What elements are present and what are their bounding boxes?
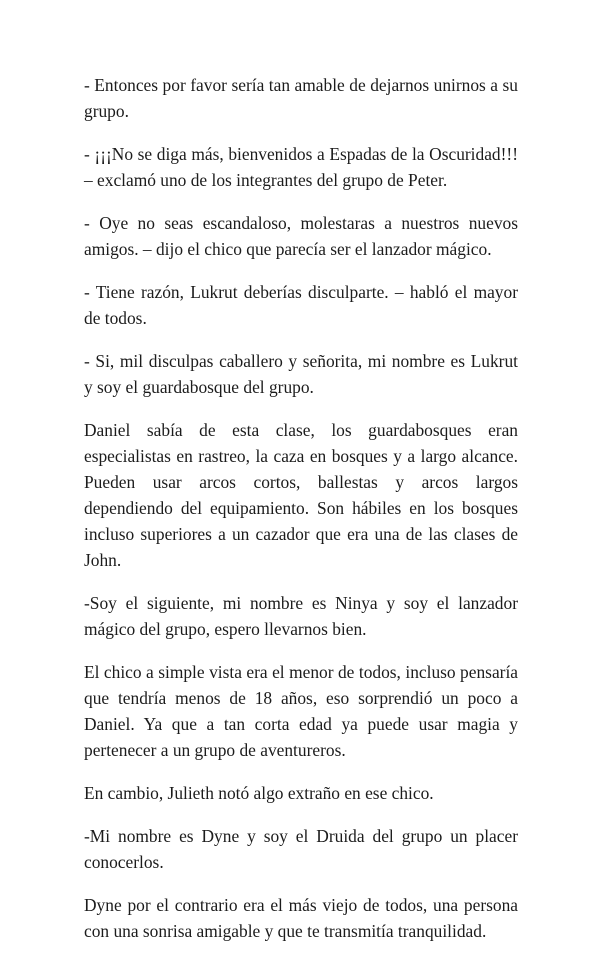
- paragraph: Dyne por el contrario era el más viejo de todos, una persona con una sonrisa amigable y que te transmitía tranquilidad.: [84, 895, 518, 941]
- paragraph: - ¡¡¡No se diga más, bienvenidos a Espadas de la Oscuridad!!! – exclamó uno de los integrantes del grupo de Peter.: [84, 144, 518, 190]
- paragraph: -Mi nombre es Dyne y soy el Druida del grupo un placer conocerlos.: [84, 826, 518, 872]
- paragraph: - Si, mil disculpas caballero y señorita, mi nombre es Lukrut y soy el guardabosque del grupo.: [84, 351, 518, 397]
- page-body: [84, 72, 518, 961]
- paragraph: El chico a simple vista era el menor de todos, incluso pensaría que tendría menos de 18 años, eso sorprendió un poco a Daniel. Ya que a tan corta edad ya puede usar magia y pertenecer a un grupo de aventureros.: [84, 662, 518, 760]
- paragraph: - Entonces por favor sería tan amable de dejarnos unirnos a su grupo.: [84, 75, 518, 121]
- paragraph: - Tiene razón, Lukrut deberías disculparte. – habló el mayor de todos.: [84, 282, 518, 328]
- paragraph: -Soy el siguiente, mi nombre es Ninya y soy el lanzador mágico del grupo, espero llevarnos bien.: [84, 593, 518, 639]
- paragraph: En cambio, Julieth notó algo extraño en ese chico.: [84, 783, 434, 803]
- paragraph: Daniel sabía de esta clase, los guardabosques eran especialistas en rastreo, la caza en bosques y a largo alcance. Pueden usar arcos cortos, ballestas y arcos largos dependiendo del equipamiento. Son hábiles en los bosques incluso superiores a un cazador que era una de las clases de John.: [84, 420, 518, 570]
- paragraph: - Oye no seas escandaloso, molestaras a nuestros nuevos amigos. – dijo el chico que parecía ser el lanzador mágico.: [84, 213, 518, 259]
